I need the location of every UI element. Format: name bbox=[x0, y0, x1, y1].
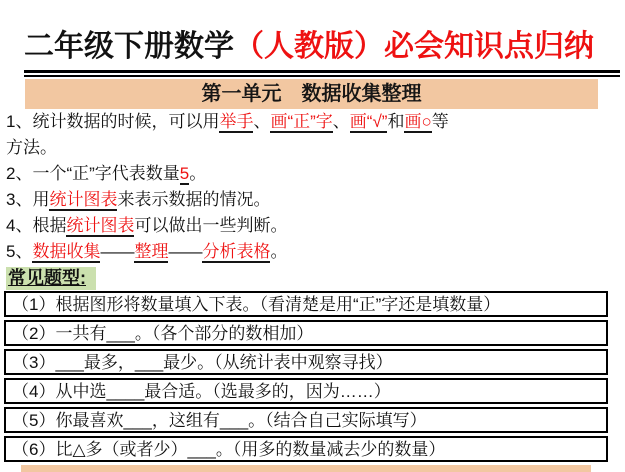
key-term: 画○ bbox=[404, 112, 432, 131]
question-row: （1）根据图形将数量填入下表。（看清楚是用“正”字还是填数量） bbox=[4, 291, 608, 317]
title-double-rule bbox=[24, 70, 620, 77]
bottom-section-bar bbox=[21, 465, 591, 472]
point-text: 4、根据 bbox=[6, 216, 67, 235]
point-text: —— bbox=[168, 242, 203, 261]
key-term: 5 bbox=[179, 164, 190, 183]
point-text: 。 bbox=[189, 164, 207, 183]
question-row: （6）比△多（或者少）___。（用多的数量减去少的数量） bbox=[4, 436, 608, 462]
question-row: （4）从中选____最合适。（选最多的，因为……） bbox=[4, 378, 608, 404]
point-text: —— bbox=[100, 242, 135, 261]
question-row: （5）你最喜欢___，这组有___。（结合自己实际填写） bbox=[4, 407, 608, 433]
key-term: 举手 bbox=[219, 112, 254, 131]
key-term: 数据收集 bbox=[32, 242, 101, 261]
knowledge-point bbox=[6, 161, 619, 187]
point-text: 5、 bbox=[6, 242, 33, 261]
key-term: 画“正”字 bbox=[270, 112, 333, 131]
knowledge-points-list bbox=[6, 109, 619, 265]
doc-title bbox=[24, 27, 620, 67]
point-text: 1、统计数据的时候，可以用 bbox=[6, 112, 220, 131]
key-term: 画“√” bbox=[349, 112, 388, 131]
knowledge-point bbox=[6, 213, 619, 239]
question-type-table bbox=[4, 291, 608, 465]
point-text: 可以做出一些判断。 bbox=[134, 216, 288, 235]
doc-title-black: 二年级下册数学 bbox=[24, 30, 234, 63]
knowledge-point bbox=[6, 109, 619, 161]
point-text: 来表示数据的情况。 bbox=[117, 190, 271, 209]
point-text: 方法。 bbox=[6, 138, 57, 157]
point-text: 2、一个“正”字代表数量 bbox=[6, 164, 180, 183]
knowledge-point bbox=[6, 187, 619, 213]
key-term: 统计图表 bbox=[49, 190, 118, 209]
unit-header-text: 第一单元 数据收集整理 bbox=[201, 83, 422, 105]
unit-header-bar bbox=[25, 79, 598, 109]
question-row: （2）一共有___。（各个部分的数相加） bbox=[4, 320, 608, 346]
point-text: 。 bbox=[270, 242, 288, 261]
content-area bbox=[6, 109, 619, 292]
doc-title-red: （人教版）必会知识点归纳 bbox=[234, 30, 594, 63]
key-term: 整理 bbox=[134, 242, 169, 261]
point-text: 和 bbox=[387, 112, 405, 131]
question-row: （3）___最多，___最少。（从统计表中观察寻找） bbox=[4, 349, 608, 375]
knowledge-point bbox=[6, 239, 619, 265]
point-text: 3、用 bbox=[6, 190, 50, 209]
key-term: 统计图表 bbox=[66, 216, 135, 235]
point-text: 、 bbox=[253, 112, 271, 131]
point-text: 、 bbox=[332, 112, 350, 131]
point-text: 等 bbox=[431, 112, 449, 131]
key-term: 分析表格 bbox=[202, 242, 271, 261]
section-label: 常见题型: bbox=[6, 267, 96, 290]
